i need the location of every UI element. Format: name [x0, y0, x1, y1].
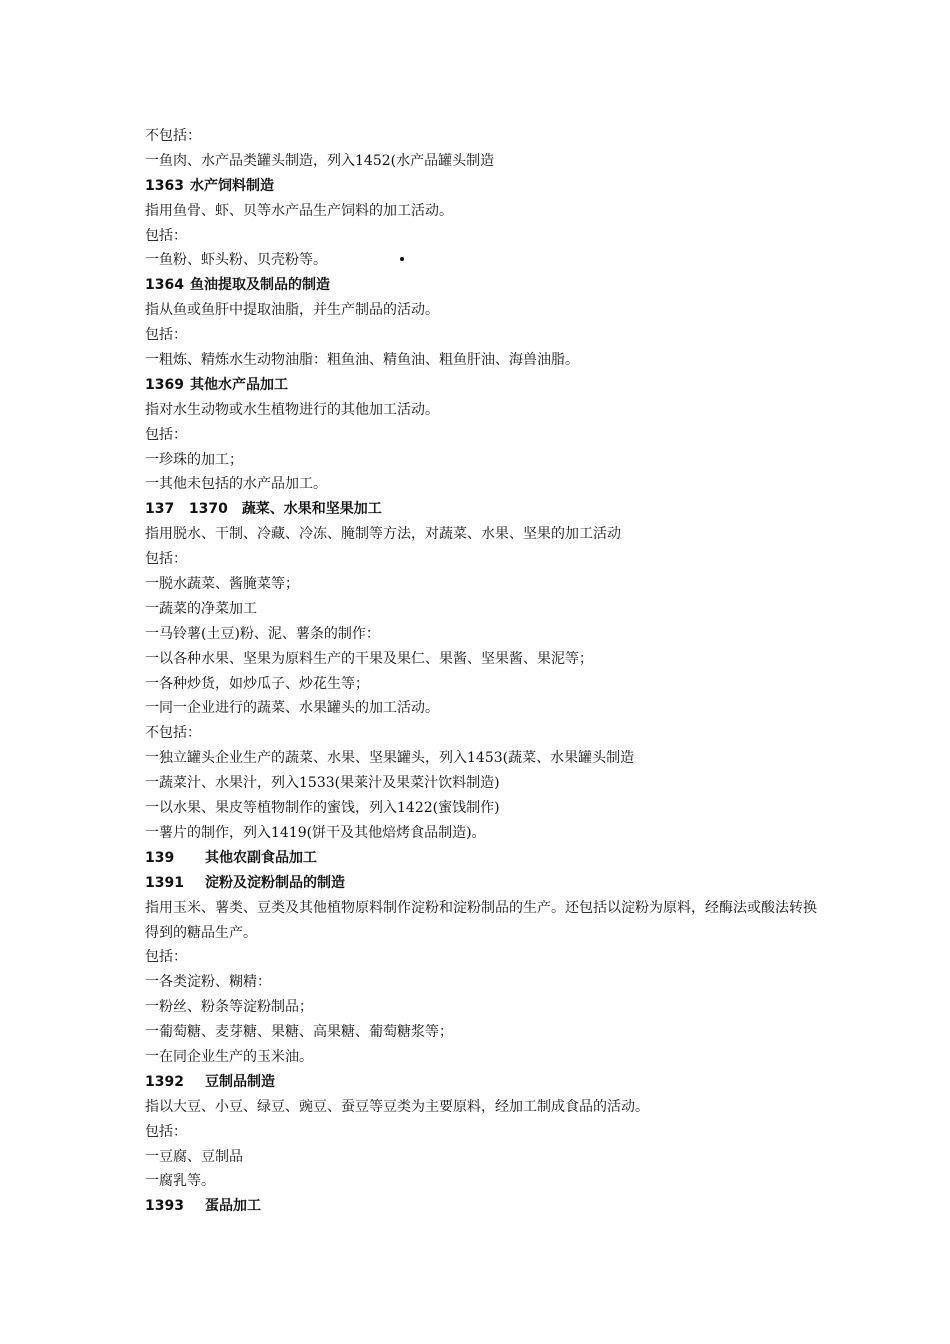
text-line: 一蔬菜的净菜加工 — [145, 600, 257, 617]
section-title: 豆制品制造 — [205, 1073, 275, 1090]
section-heading — [145, 1070, 825, 1095]
section-code: 1369 — [145, 376, 184, 393]
stray-dot-mark — [400, 257, 404, 261]
section-title: 其他农副食品加工 — [205, 849, 317, 866]
text-line: 一粉丝、粉条等淀粉制品； — [145, 999, 313, 1016]
text-line: 一各类淀粉、糊精： — [145, 974, 271, 991]
text-line: 指对水生动物或水生植物进行的其他加工活动。 — [145, 401, 439, 418]
text-line: 指用玉米、薯类、豆类及其他植物原料制作淀粉和淀粉制品的生产。还包括以淀粉为原料，经酶法或酸法转换得到的糖品生产。 — [145, 899, 817, 941]
text-line: 一蔬菜汁、水果汁，列入1533(果莱汁及果菜汁饮料制造) — [145, 775, 500, 792]
section-heading — [145, 1194, 825, 1219]
section-code: 139 — [145, 849, 175, 866]
text-line: 包括： — [145, 227, 187, 244]
section-title: 蛋品加工 — [205, 1198, 261, 1215]
section-title: 淀粉及淀粉制品的制造 — [205, 874, 345, 891]
text-line: 一鱼粉、虾头粉、贝壳粉等。 — [145, 252, 327, 269]
text-line: 指用鱼骨、虾、贝等水产品生产饲料的加工活动。 — [145, 202, 453, 219]
text-line: 不包括： — [145, 725, 201, 742]
text-line: 一各种炒货，如炒瓜子、炒花生等； — [145, 675, 369, 692]
text-line: 一同一企业进行的蔬菜、水果罐头的加工活动。 — [145, 700, 439, 717]
text-line: 一其他未包括的水产品加工。 — [145, 476, 327, 493]
document-body — [145, 124, 825, 1219]
text-line: 包括： — [145, 1123, 187, 1140]
text-line: 包括： — [145, 327, 187, 344]
section-title: 水产饲料制造 — [190, 177, 274, 194]
section-title: 蔬菜、水果和坚果加工 — [241, 501, 382, 518]
text-line: 包括： — [145, 426, 187, 443]
section-heading — [145, 373, 825, 398]
text-line: 包括： — [145, 949, 187, 966]
text-line: 一葡萄糖、麦芽糖、果糖、高果糖、葡萄糖浆等； — [145, 1024, 453, 1041]
section-heading — [145, 273, 825, 298]
section-heading — [145, 871, 825, 896]
text-line: 一脱水蔬菜、酱腌菜等； — [145, 576, 299, 593]
section-heading — [145, 174, 825, 199]
text-line: 一以各种水果、坚果为原料生产的干果及果仁、果酱、坚果酱、果泥等； — [145, 650, 593, 667]
section-code: 1391 — [145, 874, 184, 891]
text-line: 一以水果、果皮等植物制作的蜜饯，列入1422(蜜饯制作) — [145, 800, 500, 817]
text-line: 一薯片的制作，列入1419(饼干及其他焙烤食品制造)。 — [145, 824, 486, 841]
section-code: 1392 — [145, 1073, 184, 1090]
text-line: 指用脱水、干制、冷藏、冷冻、腌制等方法，对蔬菜、水果、坚果的加工活动 — [145, 526, 621, 543]
section-title: 鱼油提取及制品的制造 — [190, 277, 330, 294]
section-title: 其他水产品加工 — [190, 376, 288, 393]
text-line: 一鱼肉、水产品类罐头制造，列入1452(水产品罐头制造 — [145, 152, 495, 169]
section-heading — [145, 497, 825, 522]
text-line: 一豆腐、豆制品 — [145, 1148, 243, 1165]
text-line: 一腐乳等。 — [145, 1173, 215, 1190]
section-heading — [145, 846, 825, 871]
text-line: 一马铃薯(土豆)粉、泥、薯条的制作： — [145, 625, 380, 642]
text-line: 指从鱼或鱼肝中提取油脂，并生产制品的活动。 — [145, 302, 439, 319]
text-line: 一在同企业生产的玉米油。 — [145, 1048, 313, 1065]
text-line: 指以大豆、小豆、绿豆、豌豆、蚕豆等豆类为主要原料，经加工制成食品的活动。 — [145, 1098, 649, 1115]
section-code: 1393 — [145, 1198, 184, 1215]
text-line: 一粗炼、精炼水生动物油脂：粗鱼油、精鱼油、粗鱼肝油、海兽油脂。 — [145, 352, 579, 369]
text-line: 一独立罐头企业生产的蔬菜、水果、坚果罐头，列入1453(蔬菜、水果罐头制造 — [145, 750, 635, 767]
section-code: 1364 — [145, 277, 184, 294]
text-line: 包括： — [145, 551, 187, 568]
section-code: 137 1370 — [145, 501, 228, 518]
text-line: 不包括： — [145, 128, 201, 144]
text-line: 一珍珠的加工； — [145, 451, 243, 468]
section-code: 1363 — [145, 177, 184, 194]
